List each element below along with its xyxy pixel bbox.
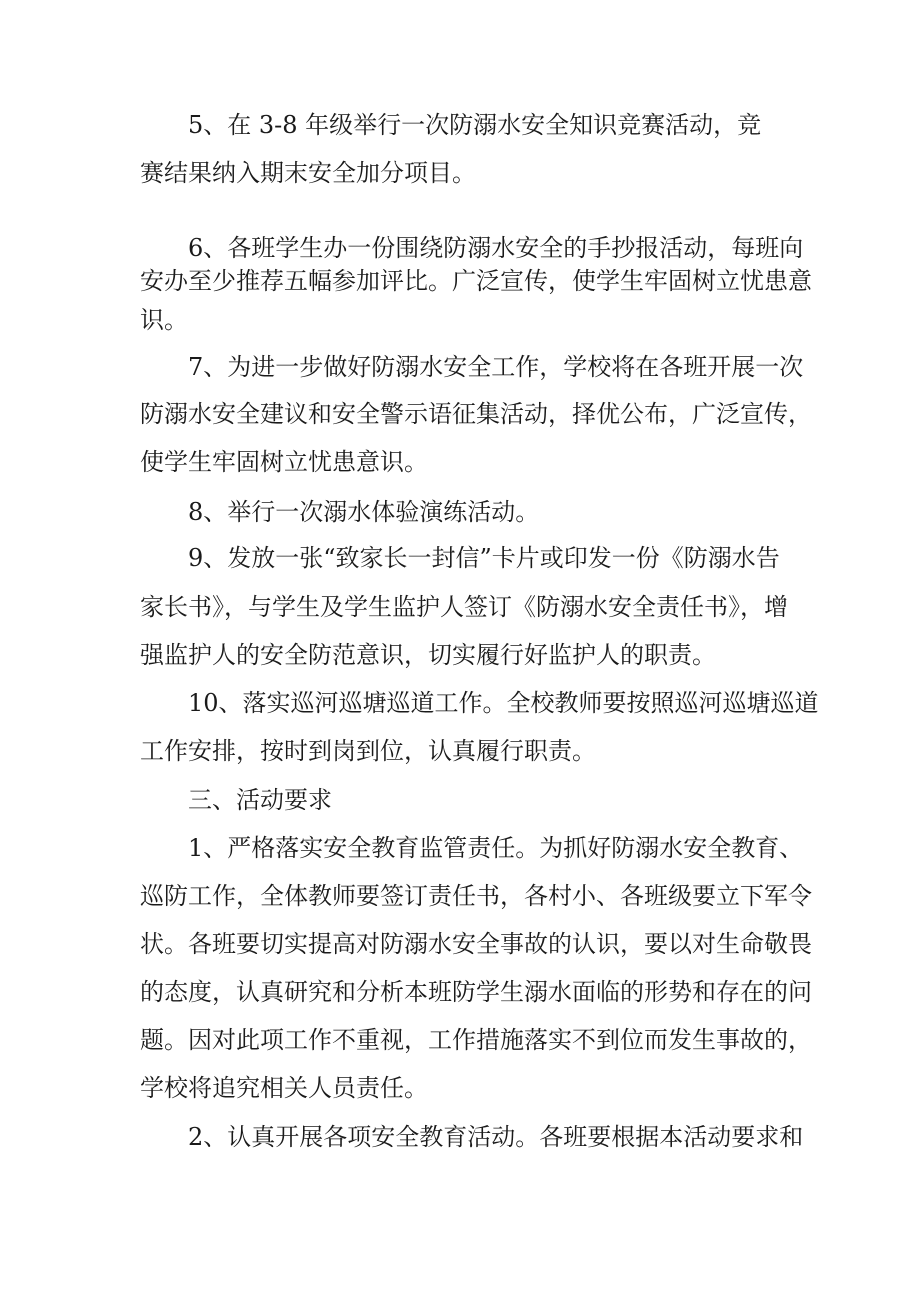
item-10-line-2: 工作安排，按时到岗到位，认真履行职责。	[140, 737, 596, 765]
req-2-line-1: 2、认真开展各项安全教育活动。各班要根据本活动要求和	[188, 1123, 804, 1151]
item-5-line-1: 5、在 3-8 年级举行一次防溺水安全知识竞赛活动，竞	[188, 111, 762, 139]
item-9-line-1: 9、发放一张“致家长一封信”卡片或印发一份《防溺水告	[188, 544, 780, 572]
req-1-line-6: 学校将追究相关人员责任。	[140, 1074, 428, 1102]
item-9-line-2: 家长书》，与学生及学生监护人签订《防溺水安全责任书》，增	[140, 593, 788, 621]
item-5-line-2: 赛结果纳入期末安全加分项目。	[140, 159, 476, 187]
item-7-line-3: 使学生牢固树立忧患意识。	[140, 448, 428, 476]
item-6-line-2: 安办至少推荐五幅参加评比。广泛宣传，使学生牢固树立忧患意	[140, 267, 812, 295]
item-7-line-2: 防溺水安全建议和安全警示语征集活动，择优公布，广泛宣传，	[140, 400, 812, 428]
item-10-line-1: 10、落实巡河巡塘巡道工作。全校教师要按照巡河巡塘巡道	[188, 689, 819, 717]
item-7-line-1: 7、为进一步做好防溺水安全工作，学校将在各班开展一次	[188, 353, 804, 381]
item-6-line-1: 6、各班学生办一份围绕防溺水安全的手抄报活动，每班向	[188, 234, 804, 262]
item-6-line-3: 识。	[140, 306, 188, 334]
req-1-line-4: 的态度，认真研究和分析本班防学生溺水面临的形势和存在的问	[140, 978, 812, 1006]
req-1-line-1: 1、严格落实安全教育监管责任。为抓好防溺水安全教育、	[188, 834, 804, 862]
item-8-line-1: 8、举行一次溺水体验演练活动。	[188, 498, 540, 526]
section-heading: 三、活动要求	[188, 786, 332, 814]
req-1-line-2: 巡防工作，全体教师要签订责任书，各村小、各班级要立下军令	[140, 882, 812, 910]
req-1-line-3: 状。各班要切实提高对防溺水安全事故的认识，要以对生命敬畏	[140, 930, 812, 958]
item-9-line-3: 强监护人的安全防范意识，切实履行好监护人的职责。	[140, 641, 716, 669]
req-1-line-5: 题。因对此项工作不重视，工作措施落实不到位而发生事故的，	[140, 1026, 812, 1054]
